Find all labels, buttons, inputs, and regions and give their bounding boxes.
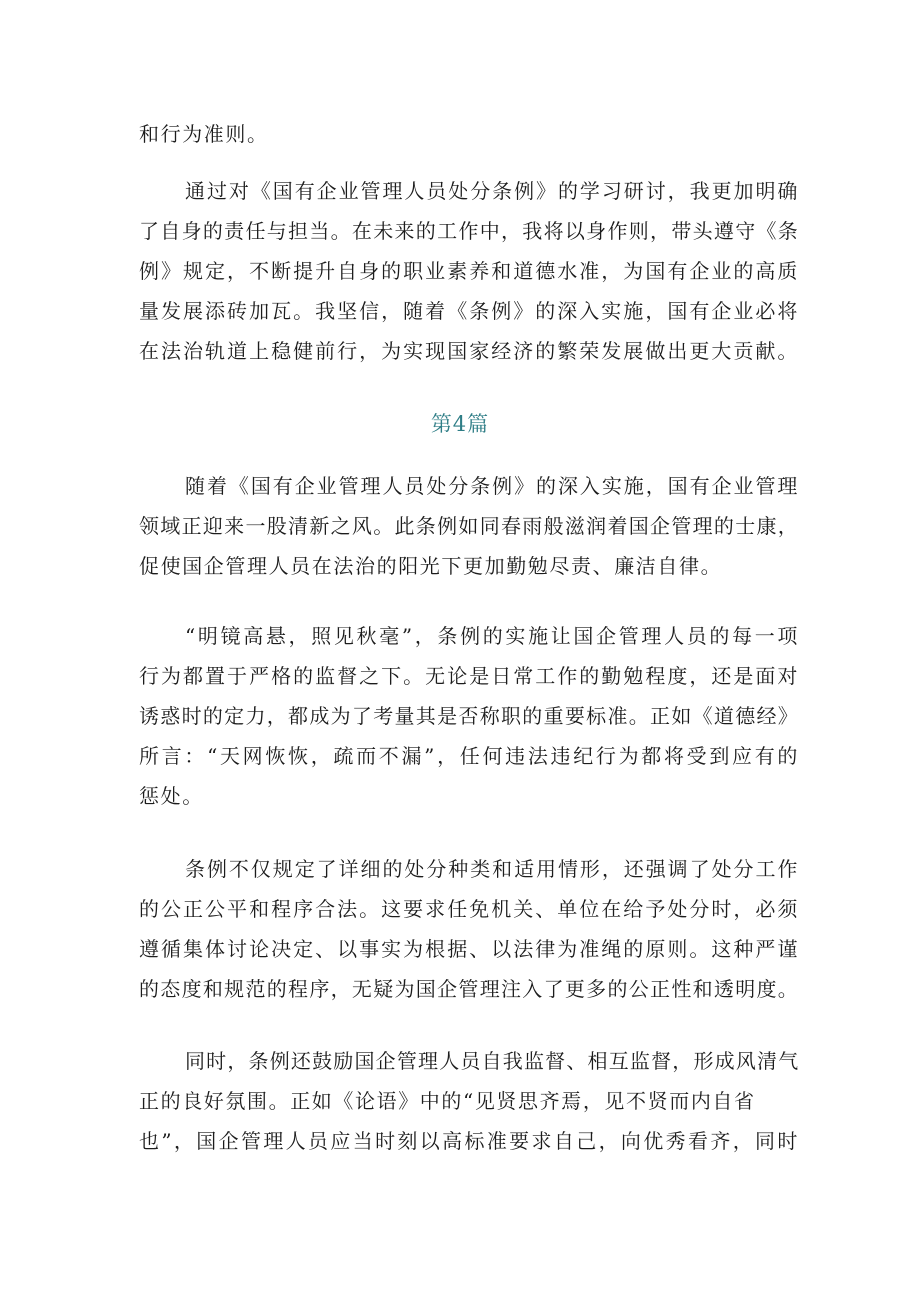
text-line: 在法治轨道上稳健前行，为实现国家经济的繁荣发展做出更大贡献。 xyxy=(139,339,799,363)
paragraph-study-conclusion xyxy=(139,171,799,371)
paragraph-procedure xyxy=(139,849,799,1009)
text-line: 条例不仅规定了详细的处分种类和适用情形，还强调了处分工作 xyxy=(185,857,799,881)
paragraph-fragment xyxy=(139,114,799,154)
text-line: 行为都置于严格的监督之下。无论是日常工作的勤勉程度，还是面对 xyxy=(139,664,799,688)
text-line: 所言：“天网恢恢，疏而不漏”，任何违法违纪行为都将受到应有的 xyxy=(139,744,799,768)
text-line: 例》规定，不断提升自身的职业素养和道德水准，为国有企业的高质 xyxy=(139,259,799,283)
paragraph-supervision xyxy=(139,616,799,816)
text-line: 的公正公平和程序合法。这要求任免机关、单位在给予处分时，必须 xyxy=(139,897,799,921)
text-line: 和行为准则。 xyxy=(139,122,269,146)
text-line: 量发展添砖加瓦。我坚信，随着《条例》的深入实施，国有企业必将 xyxy=(139,299,799,323)
text-line: 促使国企管理人员在法治的阳光下更加勤勉尽责、廉洁自律。 xyxy=(139,554,723,578)
text-line: 诱惑时的定力，都成为了考量其是否称职的重要标准。正如《道德经》 xyxy=(139,704,799,728)
text-line: 了自身的责任与担当。在未来的工作中，我将以身作则，带头遵守《条 xyxy=(139,219,799,243)
text-line: 领域正迎来一股清新之风。此条例如同春雨般滋润着国企管理的士康， xyxy=(139,514,799,538)
text-line: 惩处。 xyxy=(139,784,204,808)
section-heading: 第4篇 xyxy=(430,412,490,436)
paragraph-introduction xyxy=(139,466,799,586)
text-line: 同时，条例还鼓励国企管理人员自我监督、相互监督，形成风清气 xyxy=(185,1049,799,1073)
text-line: 随着《国有企业管理人员处分条例》的深入实施，国有企业管理 xyxy=(185,474,799,498)
text-line: 正的良好氛围。正如《论语》中的“见贤思齐焉，见不贤而内自省 xyxy=(139,1089,756,1113)
text-line: 的态度和规范的程序，无疑为国企管理注入了更多的公正性和透明度。 xyxy=(139,977,799,1001)
text-line: “明镜高悬，照见秋毫”，条例的实施让国企管理人员的每一项 xyxy=(185,624,799,648)
text-line: 遵循集体讨论决定、以事实为根据、以法律为准绳的原则。这种严谨 xyxy=(139,937,799,961)
text-line: 通过对《国有企业管理人员处分条例》的学习研讨，我更加明确 xyxy=(185,179,799,203)
paragraph-self-supervision xyxy=(139,1041,799,1161)
text-line: 也”，国企管理人员应当时刻以高标准要求自己，向优秀看齐，同时 xyxy=(139,1129,799,1153)
